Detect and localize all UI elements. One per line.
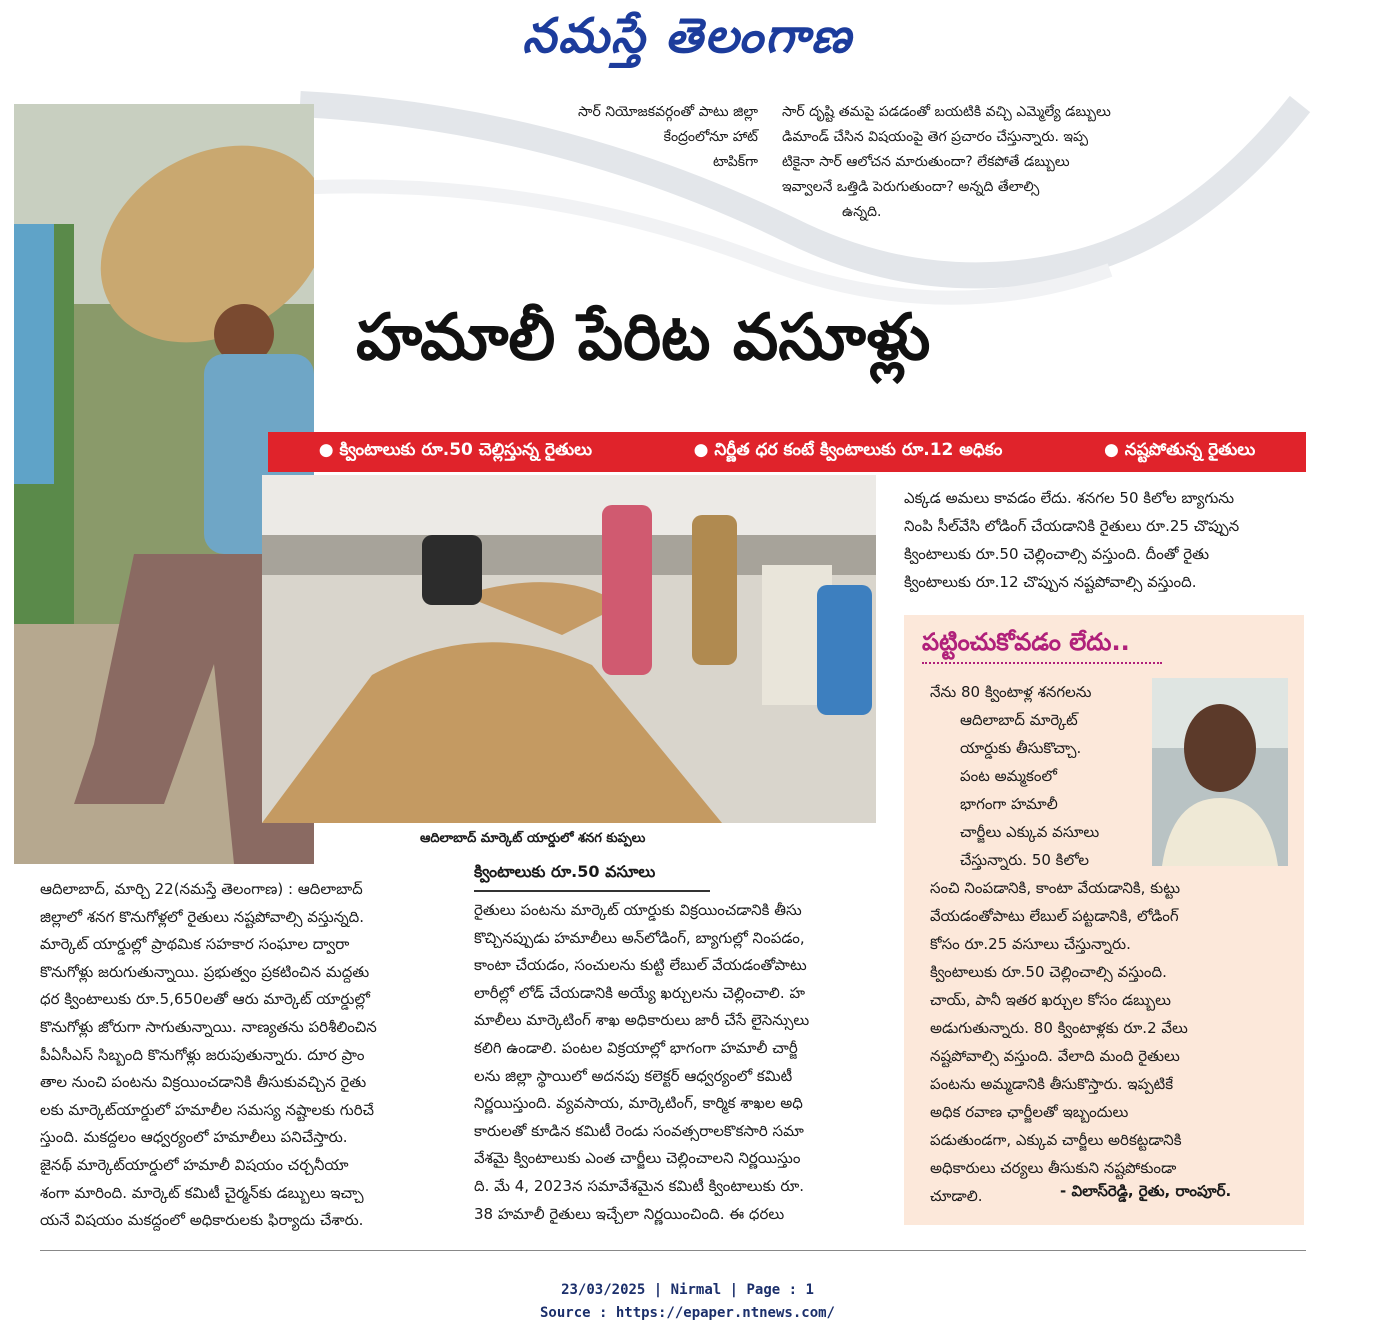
article-column-1: [40, 876, 456, 1235]
text-line: కలిగి ఉండాలి. పంటల విక్రయాల్లో భాగంగా హమాలీ చార్జీ: [474, 1038, 798, 1057]
text-line: పడుతుండగా, ఎక్కువ చార్జీలు అరికట్టడానికి: [930, 1131, 1182, 1149]
text-line: కొనుగోళ్లు జోరుగా సాగుతున్నాయి. నాణ్యతను పరిశీలించిన: [40, 1017, 377, 1036]
text-line: డిమాండ్ చేసిన విషయంపై తెగ ప్రచారం చేస్తున్నారు. ఇప్ప: [782, 129, 1089, 145]
text-line: ఉన్నది.: [842, 204, 882, 220]
text-line: టాపిక్‌గా: [712, 154, 758, 170]
text-line: భాగంగా హమాలీ: [960, 795, 1058, 813]
text-line: క్వింటాలుకు రూ.50 చెల్లించాల్సి వస్తుంది. దీంతో రైతు: [904, 545, 1210, 563]
text-line: అధిక రవాణ ఛార్జీలతో ఇబ్బందులు: [930, 1103, 1129, 1121]
text-line: నేను 80 క్వింటాళ్ల శనగలను: [930, 683, 1092, 701]
text-line: లను జిల్లా స్థాయిలో అదనపు కలెక్టర్ ఆధ్వర్యంలో కమిటీ: [474, 1066, 793, 1085]
right-column-text: [904, 484, 1304, 596]
text-line: నిర్ణయిస్తుంది. వ్యవసాయ, మార్కెటింగ్, కార్మిక శాఖల అధి: [474, 1094, 803, 1113]
text-line: చూడాలి.: [930, 1187, 983, 1205]
text-line: సార్ నియోజకవర్గంతో పాటు జిల్లా: [578, 104, 758, 120]
intro-text-right: [782, 100, 1210, 225]
text-line: 38 హమాలీ రైతులు ఇచ్చేలా నిర్ణయించింది. ఈ ధరలు: [474, 1204, 785, 1223]
text-line: శంగా మారింది. మార్కెట్ కమిటీ చైర్మన్‌కు డబ్బులు ఇచ్చా: [40, 1183, 364, 1202]
text-line: యార్డుకు తీసుకొచ్చా.: [960, 739, 1082, 757]
text-line: కాంటా చేయడం, సంచులను కుట్టి లేబుల్ వేయడంతోపాటు: [474, 956, 807, 975]
text-line: టికైనా సార్ ఆలోచన మారుతుందా? లేకపోతే డబ్బులు: [782, 154, 1070, 170]
text-line: తాల నుంచి పంటను విక్రయించడానికి తీసుకువచ్చిన రైతు: [40, 1073, 367, 1092]
text-line: కొచ్చినప్పుడు హమాలీలు అన్‌లోడింగ్, బ్యాగుల్లో నింపడం,: [474, 928, 805, 947]
text-line: వేయడంతోపాటు లేబుల్ పట్టడానికి, లోడింగ్: [930, 907, 1179, 925]
heading-underline: [474, 890, 710, 892]
text-line: స్తుంది. మకద్దలం ఆధ్వర్యంలో హమాలీలు పనిచేస్తారు.: [40, 1128, 348, 1147]
headline: హమాలీ పేరిట వసూళ్లు: [356, 300, 931, 375]
text-line: జిల్లాలో శనగ కొనుగోళ్లలో రైతులు నష్టపోవాల్సి వస్తున్నది.: [40, 907, 365, 926]
heading-underline: [922, 662, 1162, 664]
text-line: మార్కెట్ యార్డుల్లో ప్రాథమిక సహకార సంఘాల ద్వారా: [40, 935, 350, 954]
subhead-item: ● క్వింటాలుకు రూ.50 చెల్లిస్తున్న రైతులు: [319, 440, 592, 464]
text-line: ఇవ్వాలనే ఒత్తిడి పెరుగుతుందా? అన్నది తేలాల్సి: [782, 179, 1040, 195]
market-yard-photo: [262, 475, 876, 823]
text-line: సార్ దృష్టి తమపై పడడంతో బయటికి వచ్చి ఎమ్మెల్యే డబ్బులు: [782, 104, 1111, 120]
text-line: పీఏసీఎస్ సిబ్బంది కొనుగోళ్లు జరుపుతున్నారు. దూర ప్రాం: [40, 1045, 365, 1064]
text-line: సంచి నింపడానికి, కాంటా వేయడానికి, కుట్టు: [930, 879, 1181, 897]
text-line: వేశమై క్వింటాలుకు ఎంత చార్జీలు చెల్లించాలని నిర్ణయిస్తుం: [474, 1149, 801, 1168]
column-2-heading: క్వింటాలుకు రూ.50 వసూలు: [474, 862, 656, 881]
masthead-logo: నమస్తే తెలంగాణ: [522, 8, 853, 64]
text-line: కారులతో కూడిన కమిటీ రెండు సంవత్సరాలకొకసారి సమా: [474, 1121, 804, 1140]
photo-caption: ఆదిలాబాద్ మార్కెట్ యార్డులో శనగ కుప్పలు: [420, 831, 646, 846]
page-divider: [40, 1250, 1306, 1251]
quote-text: [930, 678, 1290, 1210]
subhead-item: ● నష్టపోతున్న రైతులు: [1104, 440, 1255, 464]
text-line: చార్జీలు ఎక్కువ వసూలు: [960, 823, 1100, 841]
subhead-bar: [268, 432, 1306, 472]
text-line: ధర క్వింటాలుకు రూ.5,650లతో ఆరు మార్కెట్ యార్డుల్లో: [40, 990, 370, 1009]
text-line: అడుగుతున్నారు. 80 క్వింటాళ్లకు రూ.2 వేలు: [930, 1019, 1188, 1037]
subhead-item: ● నిర్ణీత ధర కంటే క్వింటాలుకు రూ.12 అధికం: [694, 440, 1003, 464]
text-line: ఆదిలాబాద్ మార్కెట్: [960, 711, 1078, 729]
text-line: పంట అమ్మకంలో: [960, 767, 1057, 785]
text-line: చాయ్, పానీ ఇతర ఖర్చుల కోసం డబ్బులు: [930, 991, 1171, 1009]
text-line: నష్టపోవాల్సి వస్తుంది. వేలాది మంది రైతులు: [930, 1047, 1180, 1065]
text-line: ఆదిలాబాద్, మార్చి 22(నమస్తే తెలంగాణ) : ఆదిలాబాద్: [40, 880, 363, 898]
intro-text-left: [500, 100, 758, 175]
text-line: రైతులు పంటను మార్కెట్ యార్డుకు విక్రయించడానికి తీసు: [474, 901, 802, 919]
text-line: యనే విషయం మకద్దంలో అధికారులకు ఫిర్యాదు చేశారు.: [40, 1211, 364, 1230]
text-line: కొనుగోళ్లు జరుగుతున్నాయి. ప్రభుత్వం ప్రకటించిన మద్దతు: [40, 962, 370, 981]
text-line: క్వింటాలుకు రూ.12 చొప్పున నష్టపోవాల్సి వస్తుంది.: [904, 573, 1197, 591]
text-line: ది. మే 4, 2023న సమావేశమైన కమిటీ క్వింటాలుకు రూ.: [474, 1176, 805, 1195]
footer-date-page: 23/03/2025 | Nirmal | Page : 1: [561, 1282, 814, 1298]
text-line: పంటను అమ్మడానికి తీసుకొస్తారు. ఇప్పటికే: [930, 1075, 1174, 1093]
quote-credit: - విలాస్‌రెడ్డి, రైతు, రాంపూర్.: [1060, 1182, 1232, 1200]
text-line: నింపి సీల్‌వేసి లోడింగ్ చేయడానికి రైతులు రూ.25 చొప్పున: [904, 517, 1240, 535]
text-line: క్వింటాలుకు రూ.50 చెల్లించాల్సి వస్తుంది.: [930, 963, 1167, 981]
text-line: లకు మార్కెట్‌యార్డులో హమాలీల సమస్య నష్టాలకు గురిచే: [40, 1100, 375, 1119]
text-line: కోసం రూ.25 వసూలు చేస్తున్నారు.: [930, 935, 1131, 953]
text-line: మాలీలు మార్కెటింగ్ శాఖ అధికారులు జారీ చేసే లైసెన్సులు: [474, 1011, 810, 1030]
text-line: ఎక్కడ అమలు కావడం లేదు. శనగల 50 కిలోల బ్యాగును: [904, 489, 1235, 507]
text-line: చేస్తున్నారు. 50 కిలోల: [960, 851, 1090, 869]
quote-box-heading: పట్టించుకోవడం లేదు..: [922, 628, 1130, 656]
footer-source-link[interactable]: Source : https://epaper.ntnews.com/: [539, 1305, 835, 1321]
text-line: లారీల్లో లోడ్ చేయడానికి అయ్యే ఖర్చులను చెల్లించాలి. హ: [474, 983, 805, 1002]
text-line: అధికారులు చర్యలు తీసుకుని నష్టపోకుండా: [930, 1159, 1177, 1177]
text-line: జైనథ్ మార్కెట్‌యార్డులో హమాలీ విషయం చర్చనీయా: [40, 1155, 349, 1174]
text-line: కేంద్రంలోనూ హాట్: [663, 129, 758, 145]
article-column-2: [474, 897, 878, 1228]
